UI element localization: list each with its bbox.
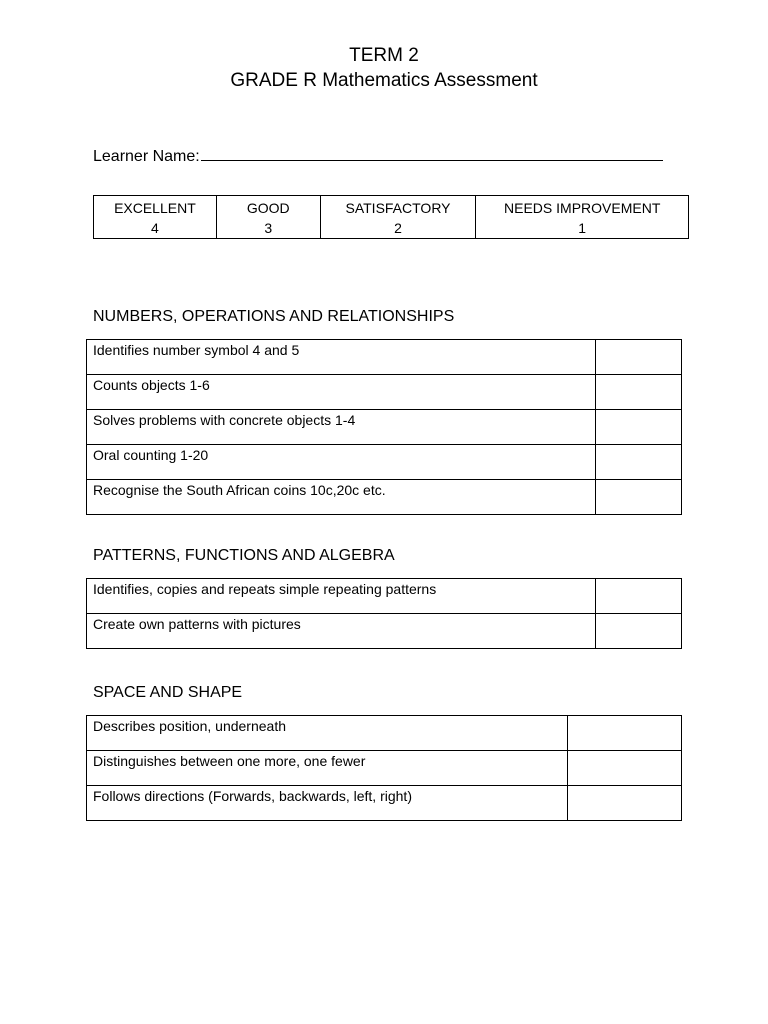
criterion-text: Describes position, underneath [87,716,568,751]
table-row [87,410,682,445]
criterion-text: Follows directions (Forwards, backwards, left, right) [87,786,568,821]
score-cell[interactable] [596,375,682,410]
score-cell[interactable] [596,614,682,649]
rating-value: 4 [151,220,159,236]
table-row [87,716,682,751]
section-heading-patterns: PATTERNS, FUNCTIONS AND ALGEBRA [93,547,395,564]
learner-name-blank[interactable] [201,145,663,161]
rating-value: 2 [394,220,402,236]
rating-scale-table [93,195,689,239]
score-cell[interactable] [596,480,682,515]
table-row [87,375,682,410]
score-cell[interactable] [568,786,682,821]
table-row [87,445,682,480]
rating-cell-excellent [94,196,217,239]
score-cell[interactable] [568,716,682,751]
table-row [87,579,682,614]
criteria-table-numbers [86,339,682,515]
criterion-text: Identifies, copies and repeats simple repeating patterns [87,579,596,614]
score-cell[interactable] [596,410,682,445]
criterion-text: Identifies number symbol 4 and 5 [87,340,596,375]
criterion-text: Distinguishes between one more, one fewer [87,751,568,786]
rating-cell-needs-improvement [476,196,689,239]
rating-value: 3 [264,220,273,236]
score-cell[interactable] [596,445,682,480]
score-cell[interactable] [596,340,682,375]
criterion-text: Recognise the South African coins 10c,20c etc. [87,480,596,515]
table-row [87,786,682,821]
rating-label: NEEDS IMPROVEMENT [504,200,661,216]
table-row [87,340,682,375]
score-cell[interactable] [596,579,682,614]
rating-label: SATISFACTORY [345,200,451,216]
criterion-text: Solves problems with concrete objects 1-4 [87,410,596,445]
criterion-text: Oral counting 1-20 [87,445,596,480]
rating-cell-satisfactory [320,196,476,239]
criterion-text: Create own patterns with pictures [87,614,596,649]
learner-name-row [93,145,663,167]
section-heading-numbers: NUMBERS, OPERATIONS AND RELATIONSHIPS [93,308,455,325]
section-heading-space-shape: SPACE AND SHAPE [93,684,243,701]
table-row [87,480,682,515]
learner-name-label: Learner Name: [93,148,200,165]
term-title: TERM 2 [349,45,419,66]
criteria-table-patterns [86,578,682,649]
criterion-text: Counts objects 1-6 [87,375,596,410]
table-row [87,751,682,786]
score-cell[interactable] [568,751,682,786]
page-title: GRADE R Mathematics Assessment [230,70,538,91]
rating-label: EXCELLENT [114,200,196,216]
rating-label: GOOD [246,200,290,216]
rating-value: 1 [578,220,587,236]
criteria-table-space-shape [86,715,682,821]
rating-cell-good [216,196,320,239]
table-row [87,614,682,649]
